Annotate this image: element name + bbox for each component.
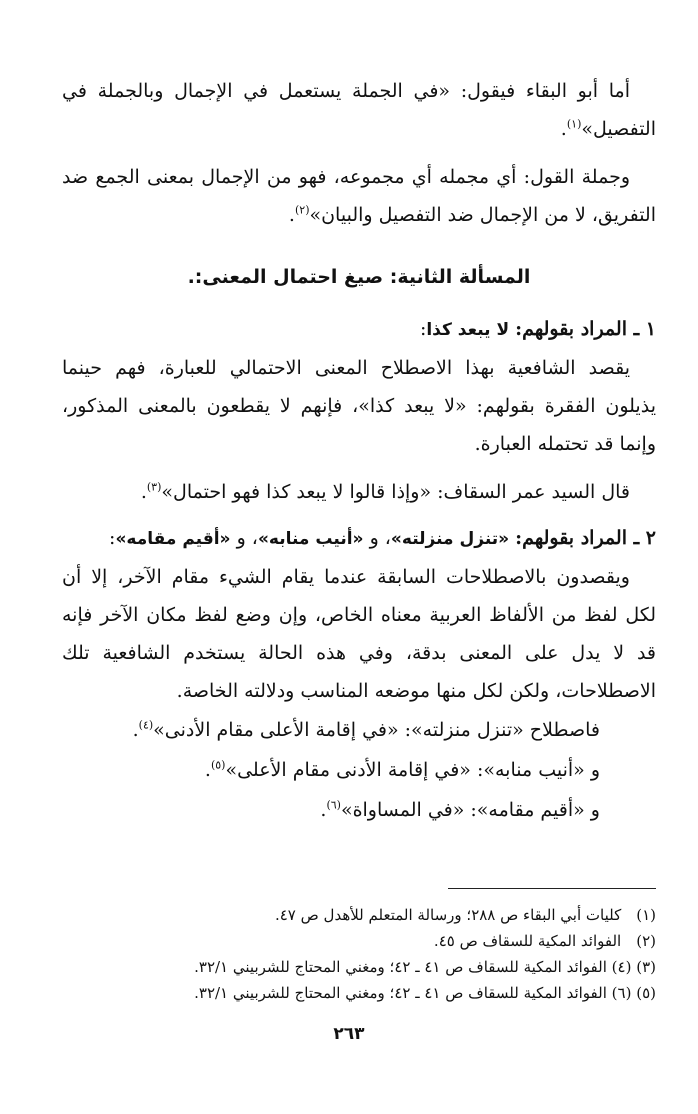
- paragraph-jumlat-al-qawl: [62, 158, 656, 234]
- separator: ، و: [369, 527, 391, 549]
- footnote-ref[interactable]: (٥): [210, 758, 226, 772]
- item-2-heading: [62, 519, 656, 558]
- footnote-number: (٢): [636, 932, 656, 950]
- definition-text: و «أنيب منابه»: «في إقامة الأدنى مقام الأعلى»: [225, 759, 600, 781]
- paragraph-text: وجملة القول: أي مجمله أي مجموعه، فهو من الإجمال بمعنى الجمع ضد التفريق، لا من الإجمال ضد التفصيل والبيان»: [62, 166, 656, 226]
- footnote-item: [62, 954, 656, 980]
- paragraph-text: أما أبو البقاء فيقول: «في الجملة يستعمل في الإجمال وبالجملة في التفصيل»: [62, 80, 656, 140]
- paragraph-text: قال السيد عمر السقاف: «وإذا قالوا لا يبعد كذا فهو احتمال»: [161, 481, 630, 503]
- item-2-phrase-2: «أنيب منابه»: [257, 529, 364, 549]
- definition-uqim: [62, 790, 656, 830]
- footnote-ref[interactable]: (٤): [138, 718, 154, 732]
- footnote-item: [62, 902, 656, 928]
- punctuation: .: [204, 759, 211, 781]
- footnote-separator: [448, 888, 656, 889]
- footnote-text: الفوائد المكية للسقاف ص ٤١ ـ ٤٢؛ ومغني المحتاج للشربيني ٣٢/١.: [194, 984, 607, 1002]
- footnote-ref[interactable]: (٢): [294, 203, 310, 217]
- footnote-item: [62, 928, 656, 954]
- footnote-text: الفوائد المكية للسقاف ص ٤٥.: [433, 932, 622, 950]
- paragraph-abu-al-baqa: [62, 72, 656, 148]
- paragraph-la-yabud: يقصد الشافعية بهذا الاصطلاح المعنى الاحتمالي للعبارة، فهم حينما يذيلون الفقرة بقولهم: «لا يبعد كذا»، فإنهم لا يقطعون بالمعنى المذكور، وإنما قد تحتمله العبارة.: [62, 357, 656, 455]
- footnote-ref[interactable]: (٣): [146, 480, 162, 494]
- definition-text: و «أقيم مقامه»: «في المساواة»: [340, 799, 600, 821]
- item-1-heading: [62, 310, 656, 349]
- punctuation: .: [140, 481, 147, 503]
- paragraph-istilahat: ويقصدون بالاصطلاحات السابقة عندما يقام الشيء مقام الآخر، إلا أن لكل لفظ من الألفاظ العربية معناه الخاص، وإن وضع لفظ مكان الآخر فإنه قد لا يدل على المعنى بدقة، وفي هذه الحالة يستخدم الشافعية تلك الاصطلاحات، ولكن لكل منها موضعه المناسب ودلالته الخاصة.: [62, 566, 656, 702]
- footnote-number: (٣) (٤): [611, 958, 656, 976]
- definition-text: فاصطلاح «تنزل منزلته»: «في إقامة الأعلى مقام الأدنى»: [153, 719, 600, 741]
- item-2-phrase-3: «أقيم مقامه»: [115, 529, 231, 549]
- paragraph-saqqaf-quote: [62, 473, 656, 511]
- definition-unib: [62, 750, 656, 790]
- punctuation: :: [419, 318, 427, 340]
- footnote-text: الفوائد المكية للسقاف ص ٤١ ـ ٤٢؛ ومغني المحتاج للشربيني ٣٢/١.: [194, 958, 607, 976]
- footnote-ref[interactable]: (٦): [326, 798, 341, 812]
- punctuation: .: [288, 204, 295, 226]
- punctuation: .: [132, 719, 139, 741]
- punctuation: :: [109, 527, 116, 549]
- item-1-phrase: لا يبعد كذا: [426, 320, 510, 340]
- item-2-lead: ٢ ـ المراد بقولهم:: [515, 527, 656, 549]
- item-2-phrase-1: «تنزل منزلته»: [390, 529, 510, 549]
- punctuation: .: [320, 799, 327, 821]
- footnote-number: (١): [636, 906, 656, 924]
- footnote-text: كليات أبي البقاء ص ٢٨٨؛ ورسالة المتعلم للأهدل ص ٤٧.: [274, 906, 622, 924]
- separator: ، و: [236, 527, 258, 549]
- footnote-ref[interactable]: (١): [566, 117, 582, 131]
- item-1-lead: ١ ـ المراد بقولهم:: [515, 318, 656, 340]
- footnote-item: [62, 980, 656, 1006]
- definition-tanazzul: [62, 710, 656, 750]
- punctuation: .: [560, 118, 567, 140]
- page-number: ٢٦٣: [333, 1024, 365, 1044]
- page-body: [62, 72, 656, 830]
- footnote-number: (٥) (٦): [611, 984, 656, 1002]
- footnotes: [62, 902, 656, 1006]
- section-heading: المسألة الثانية: صيغ احتمال المعنى:.: [187, 266, 531, 288]
